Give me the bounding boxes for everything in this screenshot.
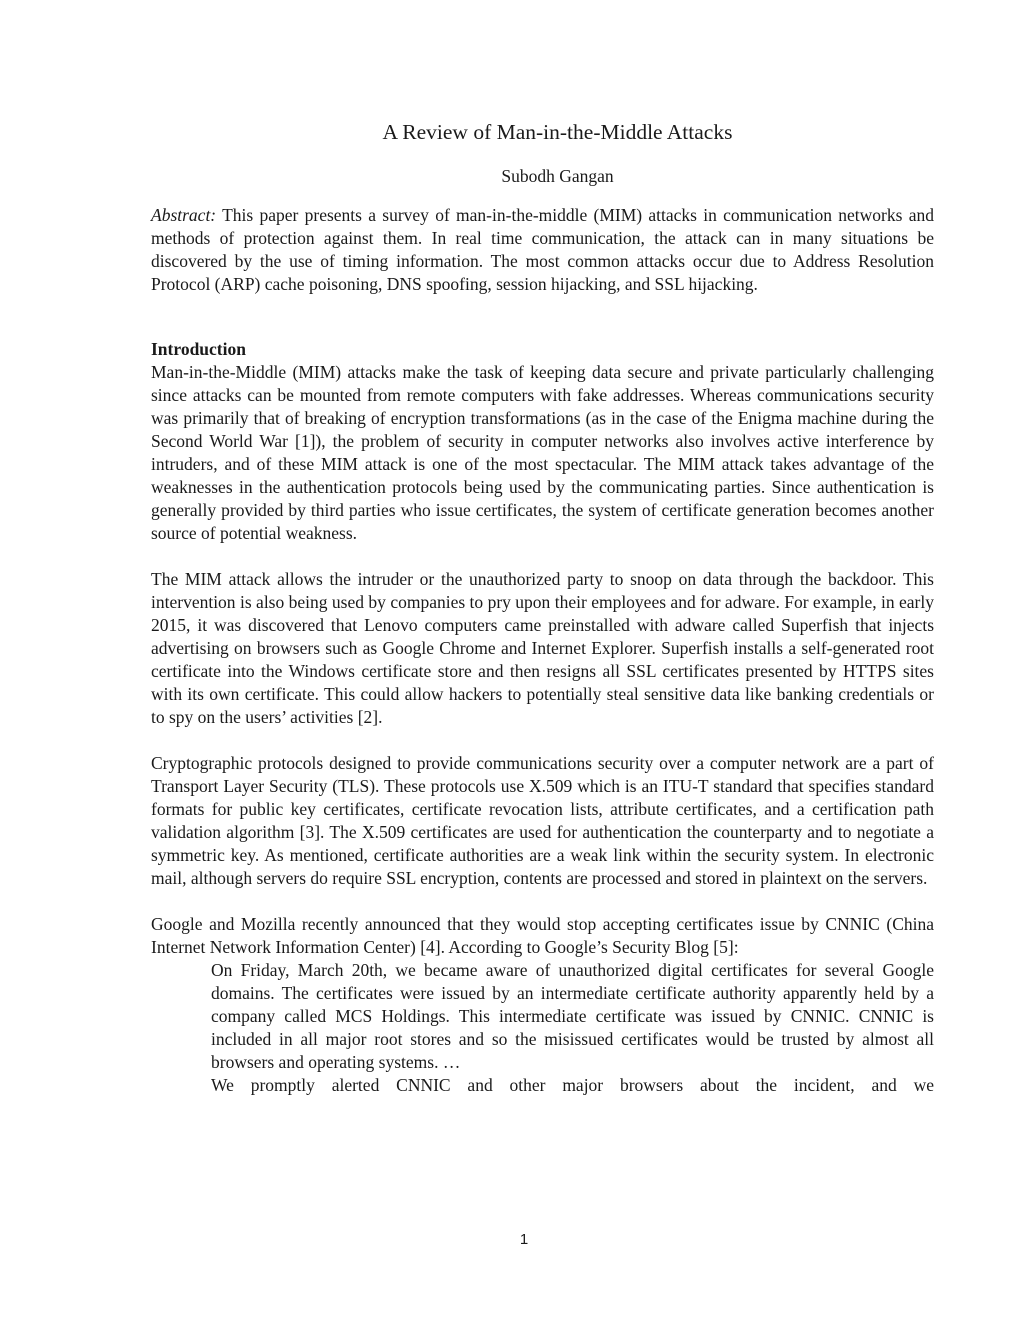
intro-paragraph-4: Google and Mozilla recently announced that they would stop accepting certificates issue by CNNIC (China Internet Network Information Center) [4]. According to Google’s Security Blog [5]:	[151, 914, 934, 957]
intro-paragraph-3: Cryptographic protocols designed to provide communications security over a computer network are a part of Transport Layer Security (TLS). These protocols use X.509 which is an ITU-T standard that specifies standard formats for public key certificates, certificate revocation lists, attribute certificates, and a certification path validation algorithm [3]. The X.509 certificates are used for authentication the counterparty and to negotiate a symmetric key. As mentioned, certificate authorities are a weak link within the security system. In electronic mail, although servers do require SSL encryption, contents are processed and stored in plaintext on the servers.	[151, 753, 934, 888]
quote-paragraph-1: On Friday, March 20th, we became aware of unauthorized digital certificates for several Google domains. The certificates were issued by an intermediate certificate authority apparently held by a company called MCS Holdings. This intermediate certificate was issued by CNNIC. CNNIC is included in all major root stores and so the misissued certificates would be trusted by almost all browsers and operating systems. …	[211, 960, 934, 1072]
abstract-text: This paper presents a survey of man-in-the-middle (MIM) attacks in communication networks and methods of protection against them. In real time communication, the attack can in many situations be discovered by the use of timing information. The most common attacks occur due to Address Resolution Protocol (ARP) cache poisoning, DNS spoofing, session hijacking, and SSL hijacking.	[151, 205, 934, 294]
intro-paragraph-1: Man-in-the-Middle (MIM) attacks make the task of keeping data secure and private particularly challenging since attacks can be mounted from remote computers with fake addresses. Whereas communications security was primarily that of breaking of encryption transformations (as in the case of the Enigma machine during the Second World War [1]), the problem of security in computer networks also involves active interference by intruders, and of these MIM attack is one of the most spectacular. The MIM attack takes advantage of the weaknesses in the authentication protocols being used by the communicating parties. Since authentication is generally provided by third parties who issue certificates, the system of certificate generation becomes another source of potential weakness.	[151, 362, 934, 543]
paper-title: A Review of Man-in-the-Middle Attacks	[382, 120, 733, 144]
abstract	[151, 204, 934, 296]
quote-paragraph-2: We promptly alerted CNNIC and other major browsers about the incident, and we	[211, 1075, 934, 1095]
block-quote	[211, 959, 934, 1097]
page-number: 1	[519, 1231, 529, 1248]
author-name: Subodh Gangan	[501, 166, 614, 186]
abstract-label: Abstract:	[151, 205, 217, 225]
intro-paragraph-2: The MIM attack allows the intruder or the unauthorized party to snoop on data through the backdoor. This intervention is also being used by companies to pry upon their employees and for adware. For example, in early 2015, it was discovered that Lenovo computers came preinstalled with adware called Superfish that injects advertising on browsers such as Google Chrome and Internet Explorer. Superfish installs a self-generated root certificate into the Windows certificate store and then resigns all SSL certificates presented by HTTPS sites with its own certificate. This could allow hackers to potentially steal sensitive data like banking credentials or to spy on the users’ activities [2].	[151, 569, 934, 727]
introduction-heading: Introduction	[151, 339, 246, 359]
paper-page	[151, 118, 934, 1097]
